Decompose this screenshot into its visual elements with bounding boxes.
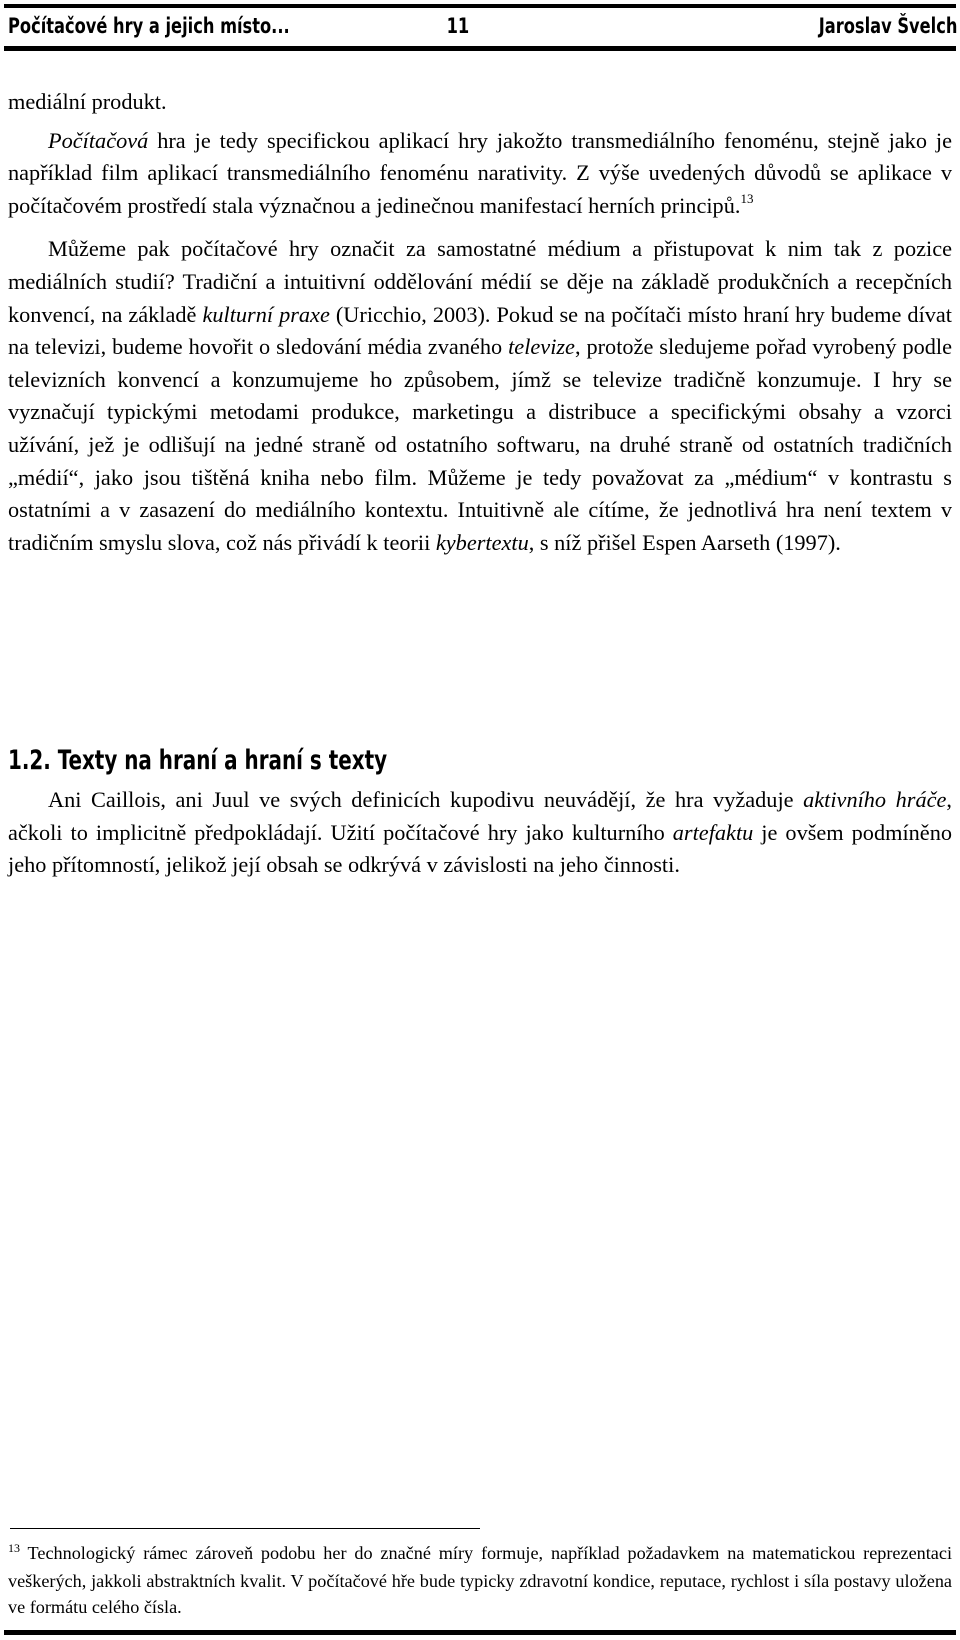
paragraph bbox=[8, 125, 952, 226]
header-title: Počítačové hry a jejich místo... bbox=[8, 14, 290, 38]
text-run: (Uricchio, 2003). Pokud se na počítači místo hraní hry budeme dívat na televizi, budeme hovořit o sledování média zvaného bbox=[8, 301, 953, 360]
text-run: Můžeme pak počítačové hry označit za samostatné médium a přistupovat k nim tak z pozice mediálních studií? Tradiční a intuitivní oddělování médií se děje na základě produkčních a recepčních konvencí, na základě bbox=[8, 236, 952, 327]
section-title: Texty na hraní a hraní s texty bbox=[57, 745, 388, 776]
emphasis: kybertextu bbox=[435, 529, 529, 555]
body-text-top bbox=[8, 86, 952, 559]
footnote bbox=[8, 1540, 952, 1620]
emphasis: Počítačová bbox=[48, 127, 149, 153]
footnote-number: 13 bbox=[8, 1541, 20, 1555]
paragraph bbox=[8, 784, 952, 882]
emphasis: artefaktu bbox=[672, 819, 754, 845]
emphasis: aktivního hráče bbox=[803, 787, 947, 812]
text-run: mediální produkt. bbox=[8, 89, 167, 114]
emphasis: televize bbox=[508, 334, 575, 360]
body-text-section bbox=[8, 784, 952, 882]
paragraph bbox=[8, 233, 952, 559]
page-number: 11 bbox=[446, 14, 470, 38]
footer-rule bbox=[4, 1630, 956, 1635]
text-run: hra je tedy specifickou aplikací hry jakožto transmediálního fenoménu, stejně jako je například film aplikací transmediálního fenoménu narativity. Z výše uvedených důvodů se aplikace v počítačovém prostředí stala význačnou a jedinečnou manifestací herních principů. bbox=[8, 127, 952, 218]
text-run: , protože sledujeme pořad vyrobený podle televizních konvencí a konzumujeme ho způsobem, jímž se televize tradičně konzumuje. I hry se vyznačují typickými metodami produkce, marketingu a distribuce a specifickými obsahy a vzorci užívání, jež je odlišují na jedné straně od ostatního softwaru, na druhé straně od ostatních tradičních „médií“, jako jsou tištěná kniha nebo film. Můžeme je tedy považovat za „médium“ v kontrastu s ostatními a v zasazení do mediálního kontextu. Intuitivně ale cítíme, že jednotlivá hra není textem v tradičním smyslu slova, což nás přivádí k teorii bbox=[8, 334, 953, 555]
emphasis: kulturní praxe bbox=[202, 301, 330, 327]
section-number: 1.2. bbox=[8, 745, 51, 776]
footnote-ref: 13 bbox=[740, 190, 754, 206]
text-run: je ovšem podmíněno jeho přítomností, jelikož její obsah se odkrývá v závislosti na jeho činnosti. bbox=[8, 819, 952, 878]
header-author: Jaroslav Švelch bbox=[818, 14, 958, 38]
footnote-separator bbox=[10, 1528, 480, 1529]
section-heading bbox=[8, 745, 387, 776]
paragraph bbox=[8, 86, 952, 119]
header-bottom-rule bbox=[4, 46, 956, 51]
running-header bbox=[8, 14, 957, 50]
text-run: , ačkoli to implicitně předpokládají. Užití počítačové hry jako kulturního bbox=[8, 787, 952, 845]
footnote-text: Technologický rámec zároveň podobu her do značné míry formuje, například požadavkem na matematickou reprezentaci veškerých, jakkoli abstraktních kvalit. V počítačové hře bude typicky zdravotní kondice, reputace, rychlost i síla postavy uložena ve formátu celého čísla. bbox=[8, 1543, 952, 1617]
text-run: Ani Caillois, ani Juul ve svých definicích kupodivu neuvádějí, že hra vyžaduje bbox=[48, 787, 804, 812]
text-run: , s níž přišel Espen Aarseth (1997). bbox=[528, 529, 841, 555]
header-top-rule bbox=[4, 4, 956, 8]
